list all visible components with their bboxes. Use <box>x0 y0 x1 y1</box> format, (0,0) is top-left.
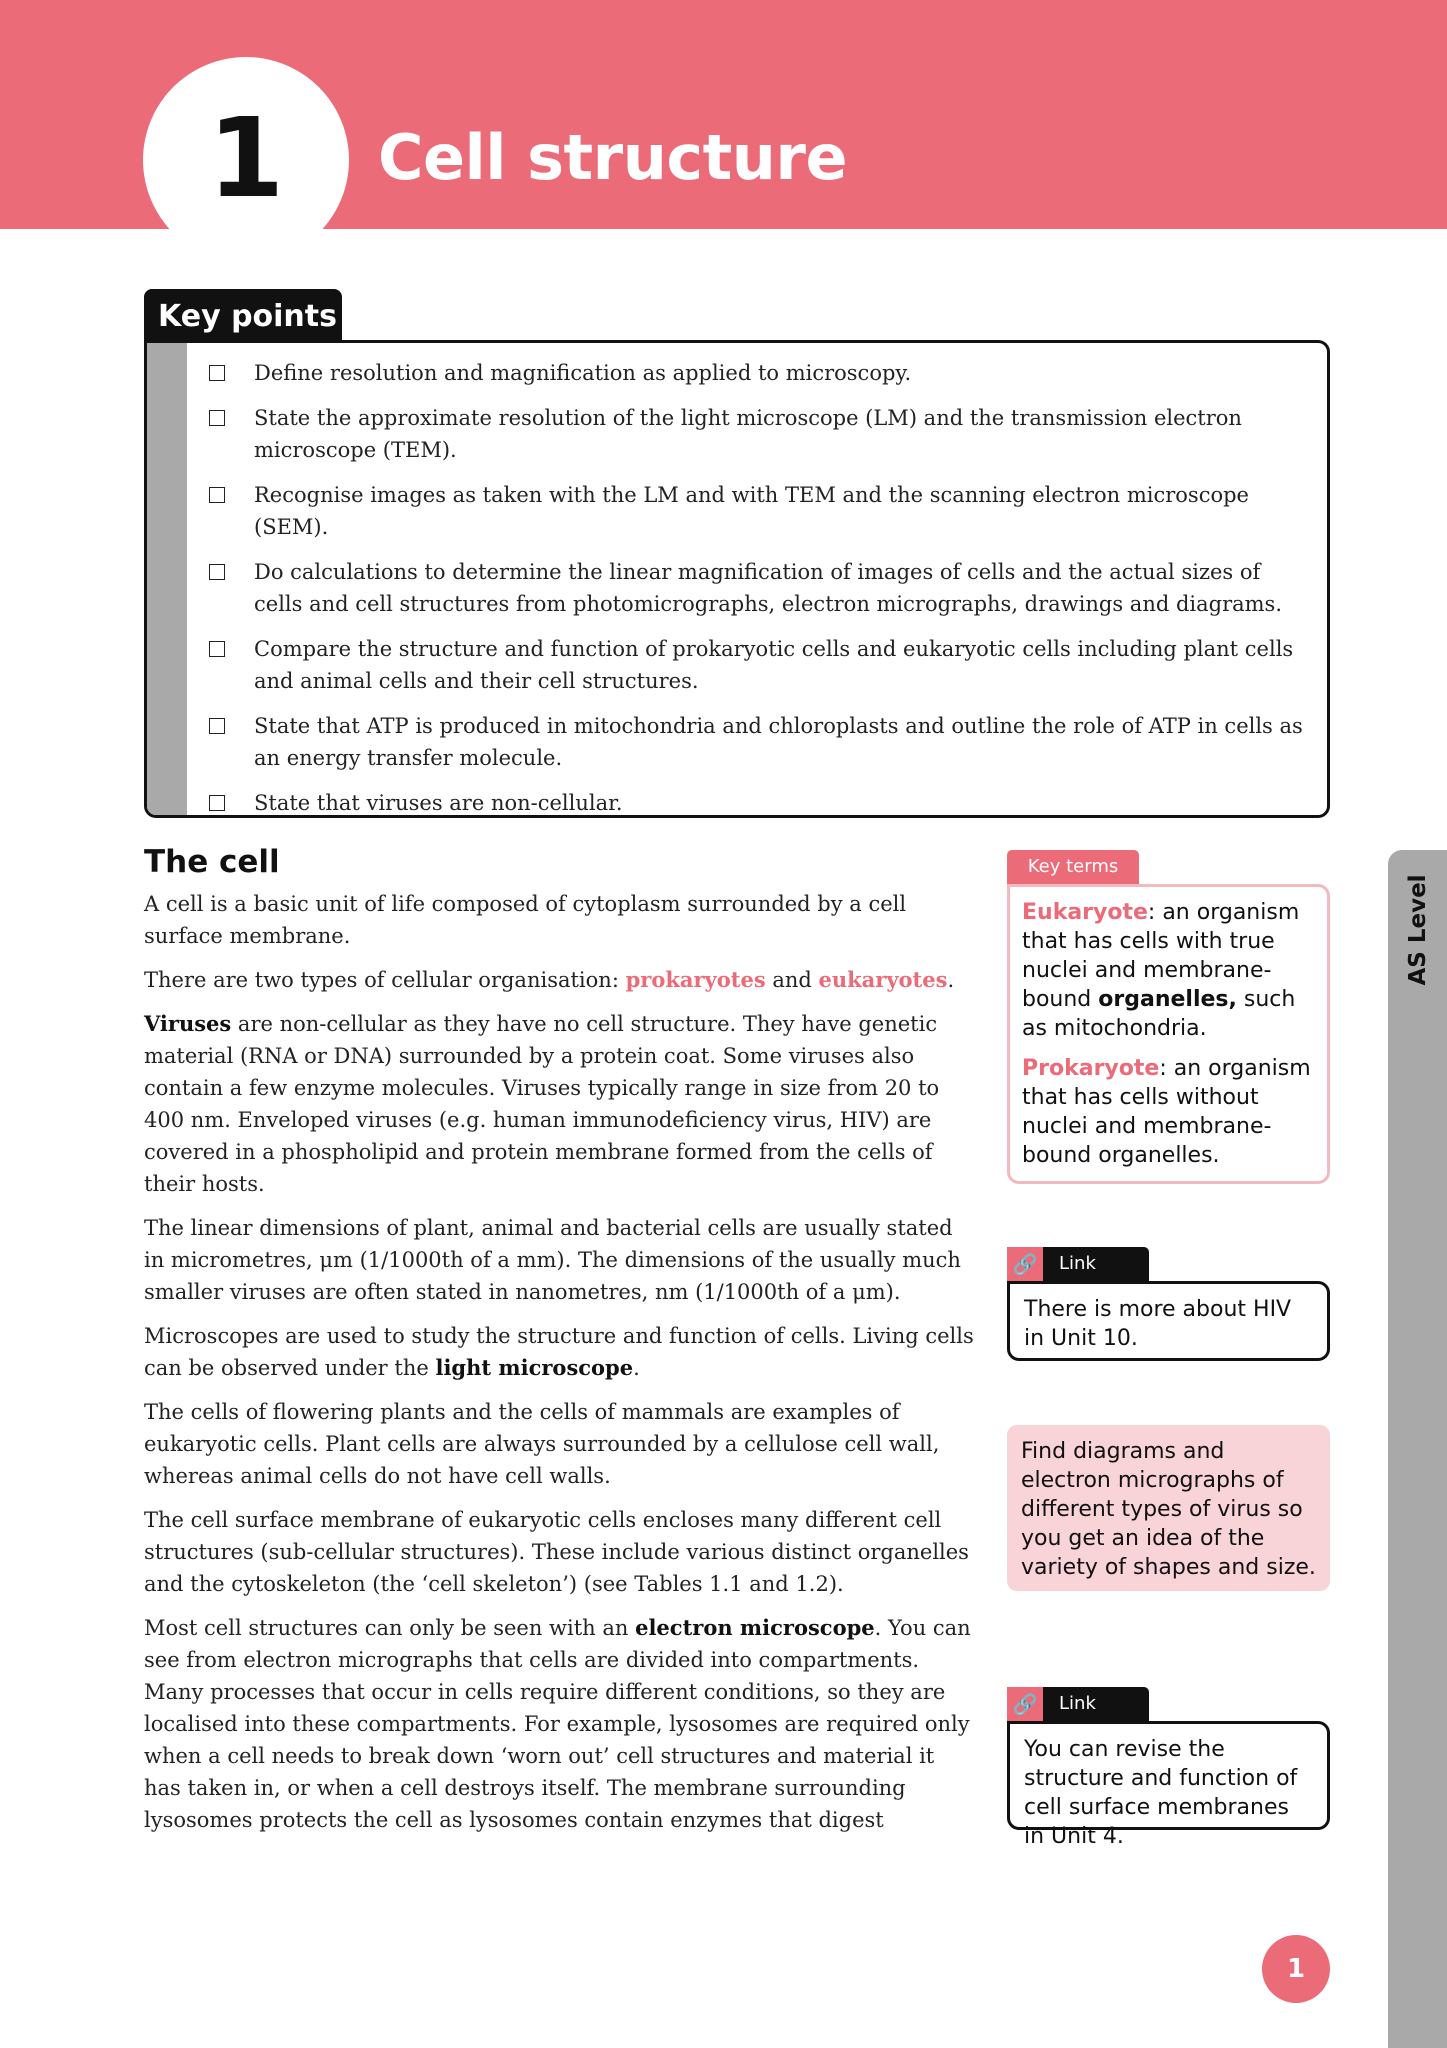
key-term-prokaryote <box>1022 1054 1315 1170</box>
key-point-text: Define resolution and magnification as applied to microscopy. <box>254 361 912 385</box>
text-run: such as mitochondria. <box>1022 987 1296 1041</box>
main-text-column <box>144 840 974 1848</box>
key-point-text: State the approximate resolution of the light microscope (LM) and the transmission electron microscope (TEM). <box>254 406 1242 462</box>
key-point-text: Recognise images as taken with the LM and with TEM and the scanning electron microscope (SEM). <box>254 483 1249 539</box>
key-point-item <box>209 787 1311 818</box>
checkbox-icon[interactable] <box>209 641 225 657</box>
term-light-microscope: light microscope <box>435 1355 634 1380</box>
key-points-box <box>144 340 1330 818</box>
term-electron-microscope: electron microscope <box>635 1615 875 1640</box>
key-point-item <box>209 402 1311 466</box>
text-run: Most cell structures can only be seen with an <box>144 1616 636 1640</box>
key-point-text: Compare the structure and function of prokaryotic cells and eukaryotic cells including plant cells and animal cells and their cell structures. <box>254 637 1294 693</box>
section-heading: The cell <box>144 844 280 880</box>
key-points-side-bar <box>147 343 187 815</box>
link-label: Link <box>1059 1253 1096 1274</box>
text-run: and <box>765 968 819 992</box>
paragraph-microscopes <box>144 1320 974 1384</box>
chapter-number: 1 <box>207 94 285 222</box>
text-run: . <box>633 1356 640 1380</box>
paragraph-compartments <box>144 1612 974 1836</box>
text-run: Microscopes are used to study the structure and function of cells. Living cells can be observed under the <box>144 1324 974 1380</box>
key-terms-title: Key terms <box>1007 850 1139 884</box>
key-point-item <box>209 710 1311 774</box>
key-point-item <box>209 479 1311 543</box>
key-point-item <box>209 633 1311 697</box>
checkbox-icon[interactable] <box>209 718 225 734</box>
key-point-item <box>209 556 1311 620</box>
paragraph-membrane: The cell surface membrane of eukaryotic cells encloses many different cell structures (sub-cellular structures). These include various distinct organelles and the cytoskeleton (the ‘cell skeleton’) (see Tables 1.1 and 1.2). <box>144 1508 969 1596</box>
key-points-list <box>209 357 1311 818</box>
chapter-title: Cell structure <box>378 121 848 194</box>
key-points-title: Key points <box>144 289 342 341</box>
paragraph-plant-animal: The cells of flowering plants and the cells of mammals are examples of eukaryotic cells. Plant cells are always surrounded by a cellulose cell wall, whereas animal cells do not have cell walls. <box>144 1400 940 1488</box>
term-organelles: organelles, <box>1098 987 1237 1012</box>
chain-link-icon: 🔗 <box>1007 1247 1043 1281</box>
side-tab <box>1388 850 1447 2048</box>
link-label: Link <box>1059 1693 1096 1714</box>
link-tab <box>1007 1687 1149 1721</box>
checkbox-icon[interactable] <box>209 487 225 503</box>
term-label: Prokaryote <box>1022 1056 1160 1081</box>
text-run: There are two types of cellular organisation: <box>144 968 626 992</box>
key-term-eukaryote <box>1022 898 1315 1043</box>
paragraph-dimensions: The linear dimensions of plant, animal and bacterial cells are usually stated in micrometres, μm (1/1000th of a mm). The dimensions of the usually much smaller viruses are often stated in nanometres, nm (1/1000th of a μm). <box>144 1216 961 1304</box>
key-point-text: Do calculations to determine the linear magnification of images of cells and the actual sizes of cells and cell structures from photomicrographs, electron micrographs, drawings and diagrams. <box>254 560 1283 616</box>
link-box-membranes: You can revise the structure and function of cell surface membranes in Unit 4. <box>1007 1721 1330 1830</box>
key-point-item <box>209 357 1311 389</box>
key-point-text: State that ATP is produced in mitochondria and chloroplasts and outline the role of ATP in cells as an energy transfer molecule. <box>254 714 1303 770</box>
link-box-hiv: There is more about HIV in Unit 10. <box>1007 1281 1330 1361</box>
chain-link-icon: 🔗 <box>1007 1687 1043 1721</box>
text-run: : an organism that has cells with true nuclei and membrane-bound <box>1022 900 1300 1012</box>
paragraph-viruses <box>144 1008 974 1200</box>
key-point-text: State that viruses are non-cellular. <box>254 791 623 815</box>
tip-box: Find diagrams and electron micrographs of different types of virus so you get an idea of the variety of shapes and size. <box>1007 1425 1330 1591</box>
checkbox-icon[interactable] <box>209 365 225 381</box>
link-tab <box>1007 1247 1149 1281</box>
text-run: : an organism that has cells without nuclei and membrane-bound organelles. <box>1022 1056 1311 1168</box>
text-run: . You can see from electron micrographs that cells are divided into compartments. Many processes that occur in cells require different conditions, so they are localised into these compartments. For example, lysosomes are required only when a cell needs to break down ‘worn out’ cell structures and material it has taken in, or when a cell destroys itself. The membrane surrounding lysosomes protects the cell as lysosomes contain enzymes that digest <box>144 1616 971 1832</box>
term-label: Eukaryote <box>1022 900 1148 925</box>
checkbox-icon[interactable] <box>209 410 225 426</box>
checkbox-icon[interactable] <box>209 795 225 811</box>
page-number: 1 <box>1262 1935 1330 2003</box>
term-eukaryotes: eukaryotes <box>818 967 948 992</box>
term-prokaryotes: prokaryotes <box>625 967 766 992</box>
side-tab-label: AS Level <box>1405 874 1431 986</box>
key-terms-box <box>1007 884 1330 1184</box>
paragraph-cell-definition: A cell is a basic unit of life composed of cytoplasm surrounded by a cell surface membrane. <box>144 892 907 948</box>
checkbox-icon[interactable] <box>209 564 225 580</box>
term-viruses: Viruses <box>144 1011 232 1036</box>
paragraph-organisation <box>144 964 974 996</box>
text-run: . <box>947 968 955 992</box>
text-run: are non-cellular as they have no cell structure. They have genetic material (RNA or DNA) surrounded by a protein coat. Some viruses also contain a few enzyme molecules. Viruses typically range in size from 20 to 400 nm. Enveloped viruses (e.g. human immunodeficiency virus, HIV) are covered in a phospholipid and protein membrane formed from the cells of their hosts. <box>144 1012 940 1196</box>
